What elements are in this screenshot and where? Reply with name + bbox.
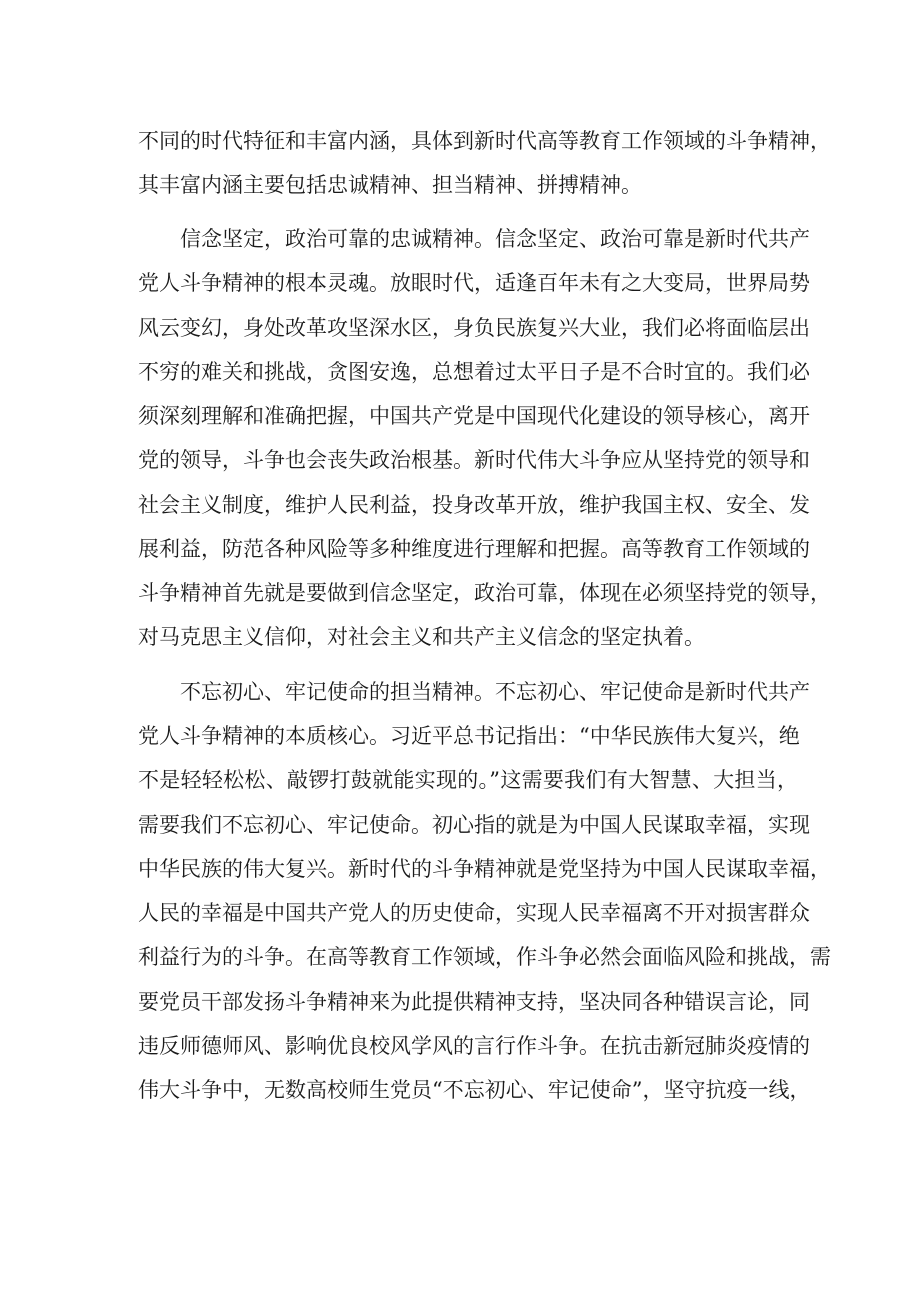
text-line: 要党员干部发扬斗争精神来为此提供精神支持，坚决同各种错误言论，同 — [138, 990, 810, 1014]
text-line: 违反师德师风、影响优良校风学风的言行作斗争。在抗击新冠肺炎疫情的 — [138, 1034, 810, 1058]
text-line: 风云变幻，身处改革攻坚深水区，身负民族复兴大业，我们必将面临层出 — [138, 316, 810, 340]
text-line: 其丰富内涵主要包括忠诚精神、担当精神、拼搏精神。 — [138, 173, 642, 197]
text-line: 党的领导，斗争也会丧失政治根基。新时代伟大斗争应从坚持党的领导和 — [138, 448, 810, 472]
text-line: 展利益，防范各种风险等多种维度进行理解和把握。高等教育工作领域的 — [138, 537, 810, 561]
text-line: 党人斗争精神的本质核心。习近平总书记指出：“中华民族伟大复兴，绝 — [138, 724, 800, 748]
text-line: 须深刻理解和准确把握，中国共产党是中国现代化建设的领导核心，离开 — [138, 404, 810, 428]
text-line: 社会主义制度，维护人民利益，投身改革开放，维护我国主权、安全、发 — [138, 493, 810, 517]
text-line: 对马克思主义信仰，对社会主义和共产主义信念的坚定执着。 — [138, 625, 705, 649]
text-line: 党人斗争精神的根本灵魂。放眼时代，适逢百年未有之大变局，世界局势 — [138, 271, 810, 295]
text-line: 不是轻轻松松、敲锣打鼓就能实现的。”这需要我们有大智慧、大担当， — [138, 768, 798, 792]
text-line: 人民的幸福是中国共产党人的历史使命，实现人民幸福离不开对损害群众 — [138, 901, 810, 925]
text-line: 不穷的难关和挑战，贪图安逸，总想着过太平日子是不合时宜的。我们必 — [138, 360, 810, 384]
text-line: 信念坚定，政治可靠的忠诚精神。信念坚定、政治可靠是新时代共产 — [180, 227, 810, 251]
text-line: 需要我们不忘初心、牢记使命。初心指的就是为中国人民谋取幸福，实现 — [138, 813, 810, 837]
text-line: 中华民族的伟大复兴。新时代的斗争精神就是党坚持为中国人民谋取幸福， — [138, 857, 831, 881]
text-line: 伟大斗争中，无数高校师生党员“不忘初心、牢记使命”，坚守抗疫一线， — [138, 1078, 811, 1102]
text-line: 斗争精神首先就是要做到信念坚定，政治可靠，体现在必须坚持党的领导， — [138, 581, 831, 605]
text-line: 不同的时代特征和丰富内涵，具体到新时代高等教育工作领域的斗争精神， — [138, 129, 831, 153]
text-line: 不忘初心、牢记使命的担当精神。不忘初心、牢记使命是新时代共产 — [180, 680, 810, 704]
text-line: 利益行为的斗争。在高等教育工作领域，作斗争必然会面临风险和挑战，需 — [138, 945, 831, 969]
